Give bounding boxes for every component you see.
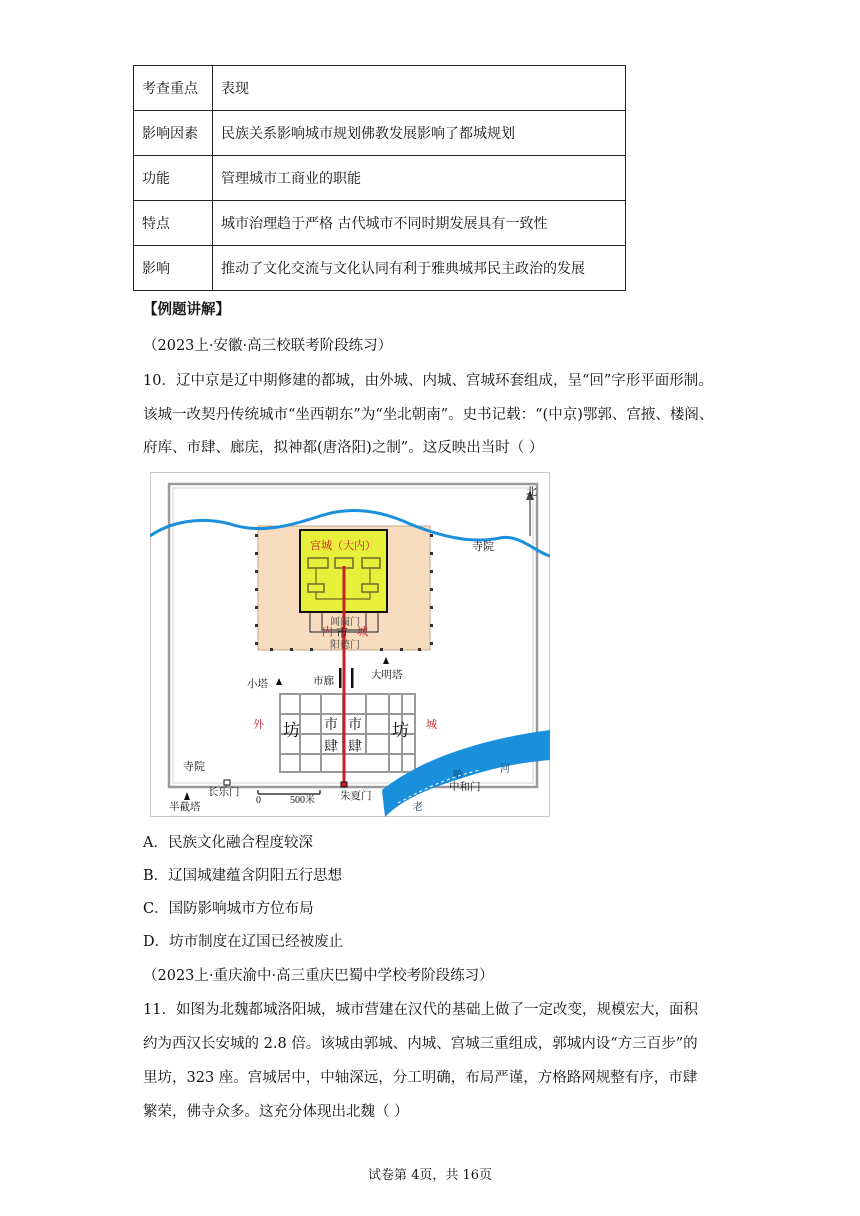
table-cell: 影响因素 (134, 111, 213, 156)
question-stem-line: 府库、市肆、廊庑，拟神都(唐洛阳)之制”。这反映出当时（ ） (143, 440, 544, 456)
map-label: 市 (348, 718, 362, 733)
liao-zhongjing-map (150, 472, 550, 817)
map-label: 肆 (348, 740, 362, 755)
section-title: 【例题讲解】 (143, 301, 230, 318)
map-label: 朱夏门 (340, 791, 372, 802)
map-label: 河 (500, 764, 510, 775)
key-points-table (133, 65, 626, 291)
map-label: 大明塔 (371, 670, 403, 681)
map-label: 市 (324, 718, 338, 733)
question-stem-line: 里坊，323 座。宫城居中，中轴深远，分工明确，布局严谨，方格路网规整有序，市肆 (143, 1070, 698, 1086)
page-footer: 试卷第 4页，共 16页 (367, 1168, 493, 1183)
question-stem-line: 11．如图为北魏都城洛阳城，城市营建在汉代的基础上做了一定改变，规模宏大，面积 (143, 1002, 698, 1018)
map-label: 阊阖门 (330, 617, 360, 628)
shilang-east (351, 668, 354, 688)
map-label: 半截塔 (169, 802, 201, 813)
table-cell: 表现 (213, 66, 626, 111)
map-label: 北 (526, 486, 537, 498)
map-label: 宫城（大内） (310, 540, 376, 552)
table-row (134, 246, 626, 291)
map-label: 寺院 (472, 541, 494, 553)
table-cell: 影响 (134, 246, 213, 291)
map-label: 市廊 (313, 676, 334, 687)
question-source: （2023上·安徽·高三校联考阶段练习） (143, 338, 393, 354)
map-label: 外 (253, 719, 264, 731)
answer-option: B．辽国城建蕴含阴阳五行思想 (143, 868, 343, 884)
question-stem-line: 10．辽中京是辽中期修建的都城，由外城、内城、宫城环套组成，呈“回”字形平面形制。 (143, 373, 713, 389)
answer-option: D．坊市制度在辽国已经被废止 (143, 934, 344, 950)
question-source: （2023上·重庆渝中·高三重庆巴蜀中学校考阶段练习） (143, 968, 494, 984)
table-row (134, 201, 626, 246)
question-stem-line: 约为西汉长安城的 2.8 倍。该城由郭城、内城、宫城三重组成，郭城内设“方三百步”的 (143, 1036, 698, 1052)
table-row (134, 66, 626, 111)
answer-option: A．民族文化融合程度较深 (143, 835, 313, 851)
map-label: 0 (256, 795, 261, 806)
shilang-west (339, 668, 342, 688)
map-label: 寺院 (183, 761, 205, 773)
map-label: 哈 (453, 770, 463, 781)
map-label: 老 (413, 802, 423, 813)
map-label: 城 (357, 626, 368, 638)
question-stem-line: 该城一改契丹传统城市“坐西朝东”为“坐北朝南”。史书记载：“(中京)鄂郭、宫掖、楼阁、 (143, 407, 714, 423)
map-label: 阳德门 (330, 640, 360, 651)
map-label: 城 (426, 719, 437, 731)
map-label: 市 (336, 626, 349, 640)
table-cell: 功能 (134, 156, 213, 201)
map-label: 内 (322, 626, 333, 638)
table-cell: 民族关系影响城市规划佛教发展影响了都城规划 (213, 111, 626, 156)
map-label: 长乐门 (208, 787, 240, 798)
table-row (134, 156, 626, 201)
map-label: 坊 (283, 721, 300, 740)
table-row (134, 111, 626, 156)
table-cell: 特点 (134, 201, 213, 246)
map-label: 小塔 (247, 679, 268, 690)
map-label: 中和门 (449, 782, 481, 793)
table-cell: 管理城市工商业的职能 (213, 156, 626, 201)
map-label: 500米 (290, 795, 315, 806)
question-stem-line: 繁荣，佛寺众多。这充分体现出北魏（ ） (143, 1104, 409, 1120)
map-label: 坊 (392, 721, 409, 740)
answer-option: C．国防影响城市方位布局 (143, 901, 314, 917)
table-cell: 推动了文化交流与文化认同有利于雅典城邦民主政治的发展 (213, 246, 626, 291)
table-cell: 城市治理趋于严格 古代城市不同时期发展具有一致性 (213, 201, 626, 246)
table-cell: 考查重点 (134, 66, 213, 111)
map-label: 肆 (324, 740, 338, 755)
